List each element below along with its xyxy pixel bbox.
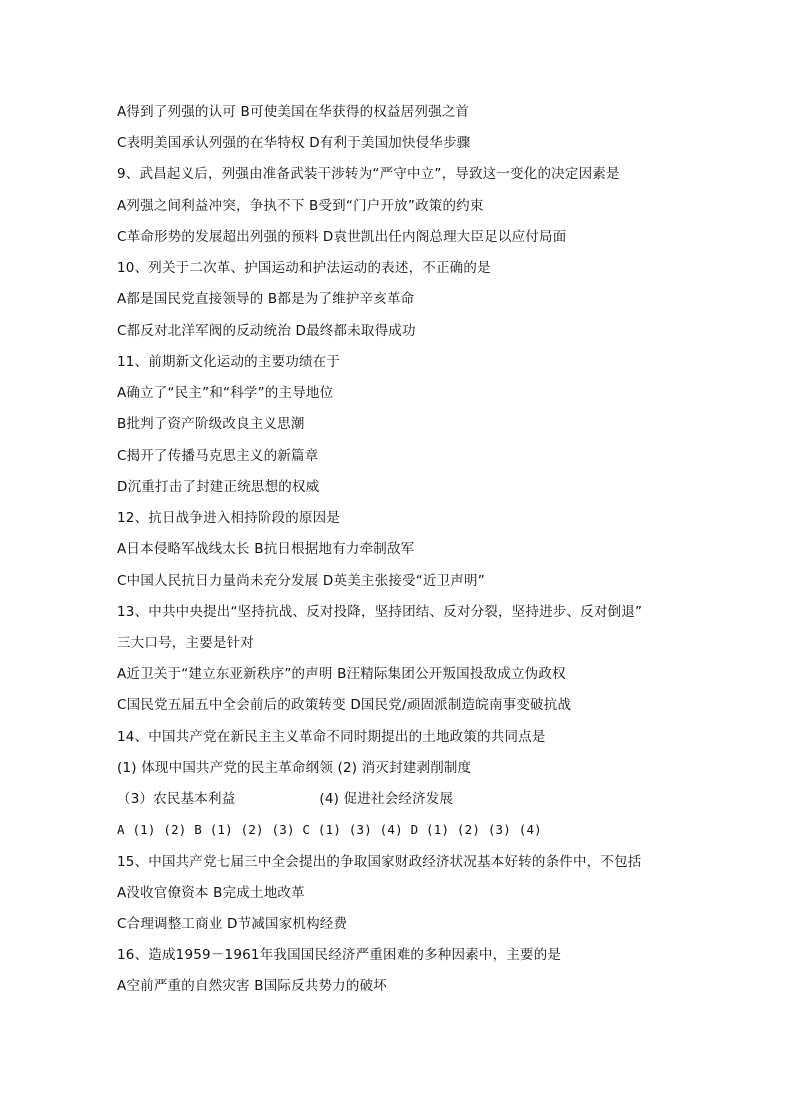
option-line: C合理调整工商业 D节减国家机构经费	[117, 916, 348, 932]
option-line: C揭开了传播马克思主义的新篇章	[117, 448, 319, 464]
question-13-continued: 三大口号，主要是针对	[117, 635, 254, 651]
option-line: A确立了“民主”和“科学”的主导地位	[117, 385, 334, 401]
answer-options: A (1) (2) B (1) (2) (3) C (1) (3) (4) D (1) (2) (3) (4)	[117, 822, 542, 837]
statement-3: （3）农民基本利益	[117, 791, 236, 807]
question-10: 10、列关于二次革、护国运动和护法运动的表述，不正确的是	[117, 260, 491, 276]
option-line: C革命形势的发展超出列强的预料 D袁世凯出任内阁总理大臣足以应付局面	[117, 229, 567, 245]
option-line: A没收官僚资本 B完成土地改革	[117, 885, 305, 901]
statement-line: (1) 体现中国共产党的民主革命纲领 (2) 消灭封建剥削制度	[117, 760, 472, 776]
question-13: 13、中共中央提出“坚持抗战、反对投降，坚持团结、反对分裂，坚持进步、反对倒退”	[117, 604, 643, 620]
option-line: C都反对北洋军阀的反动统治 D最终都未取得成功	[117, 323, 416, 339]
option-line: A都是国民党直接领导的 B都是为了维护辛亥革命	[117, 291, 415, 307]
option-line: A得到了列强的认可 B可使美国在华获得的权益居列强之首	[117, 104, 470, 120]
question-12: 12、抗日战争进入相持阶段的原因是	[117, 510, 341, 526]
question-11: 11、前期新文化运动的主要功绩在于	[117, 354, 341, 370]
option-line: D沉重打击了封建正统思想的权威	[117, 479, 320, 495]
statement-line	[117, 790, 757, 808]
option-line: A空前严重的自然灾害 B国际反共势力的破坏	[117, 978, 387, 994]
option-line: A日本侵略军战线太长 B抗日根据地有力牵制敌军	[117, 541, 415, 557]
option-line: B批判了资产阶级改良主义思潮	[117, 416, 305, 432]
question-14: 14、中国共产党在新民主主义革命不同时期提出的土地政策的共同点是	[117, 729, 546, 745]
question-16: 16、造成1959－1961年我国国民经济严重困难的多种因素中，主要的是	[117, 947, 562, 963]
question-9: 9、武昌起义后，列强由准备武装干涉转为“严守中立”，导致这一变化的决定因素是	[117, 166, 620, 182]
statement-4: (4) 促进社会经济发展	[319, 791, 454, 807]
option-line: A近卫关于“建立东亚新秩序”的声明 B汪精际集团公开叛国投敌成立伪政权	[117, 666, 566, 682]
option-line: A列强之间利益冲突，争执不下 B受到“门户开放”政策的约束	[117, 198, 484, 214]
option-line: C表明美国承认列强的在华特权 D有利于美国加快侵华步骤	[117, 135, 471, 151]
option-line: C中国人民抗日力量尚未充分发展 D英美主张接受“近卫声明”	[117, 573, 485, 589]
option-line: C国民党五届五中全会前后的政策转变 D国民党/顽固派制造皖南事变破抗战	[117, 697, 572, 713]
question-15: 15、中国共产党七届三中全会提出的争取国家财政经济状况基本好转的条件中，不包括	[117, 854, 642, 870]
